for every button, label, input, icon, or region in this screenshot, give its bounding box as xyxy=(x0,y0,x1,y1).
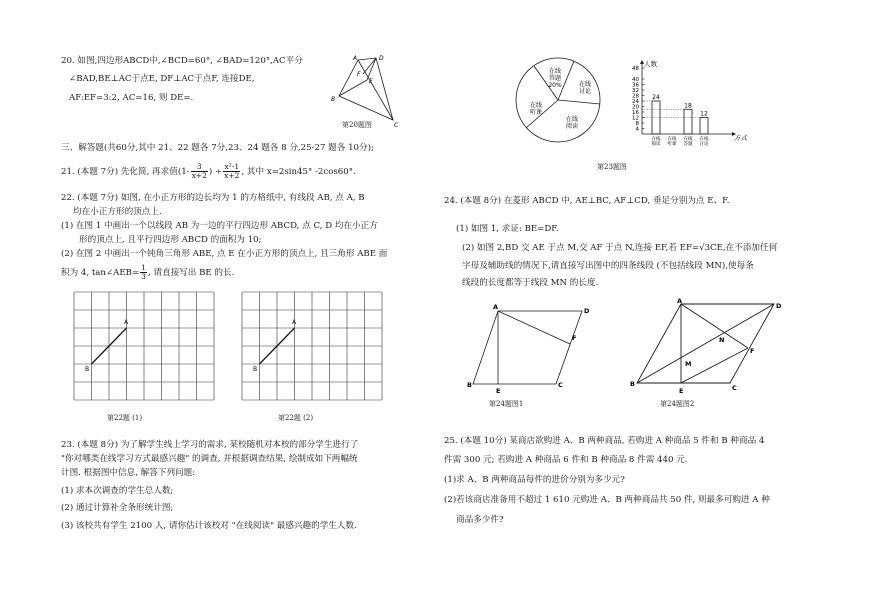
bar-data-label: 12 xyxy=(700,110,708,118)
q22-grid-2 xyxy=(242,292,388,400)
q21-post: , 其中 x=2sin45° -2cos60°. xyxy=(241,167,356,177)
q25-sub2-l2: 商品多少件? xyxy=(456,515,504,525)
q20-line2: ∠BAD,BE⊥AC于点E, DF⊥AC于点F, 连接DE, xyxy=(69,74,255,84)
q22-line1: 22. (本题 7分) 如图, 在小正方形的边长均为 1 的方格纸中, 有线段 AB, 点 A, B xyxy=(61,193,365,203)
q24-sub2-l3: 线段的长度都等于线段 MN 的长度. xyxy=(462,278,599,288)
bar-category-label: 阅读 xyxy=(651,142,661,147)
q23-line1: 23. (本题 8分) 为了解学生线上学习的需求, 某校随机对本校的部分学生进行了 xyxy=(61,440,359,450)
q20-caption: 第20题图 xyxy=(342,121,372,129)
q21-pre: 21. (本题 7分) 先化简, 再求值(1- xyxy=(61,167,190,177)
bar-category-label: 在线 xyxy=(651,137,661,142)
q20-label-c: C xyxy=(394,122,399,129)
bar-data-label: 24 xyxy=(652,94,660,101)
q23-caption: 第23题图 xyxy=(597,163,627,171)
bar-ytick-label: 40 xyxy=(632,77,639,83)
bar-ytick-label: 28 xyxy=(632,93,639,100)
bar-mark xyxy=(684,109,692,134)
bar-ytick-label: 24 xyxy=(632,99,639,105)
q25-line2: 件需 300 元; 若购进 A 种商品 6 件和 B 种商品 8 件需 440 元. xyxy=(444,455,688,465)
q23-line3: 计图. 根据图中信息, 解答下列问题: xyxy=(61,468,196,478)
bar-mark xyxy=(700,118,708,135)
pie-label-discuss-1: 在线 xyxy=(578,81,592,88)
bar-category-label: 在线 xyxy=(699,137,709,142)
bar-category-label: 听课 xyxy=(667,142,677,147)
bar-category-label: 在线 xyxy=(683,137,693,142)
q22-grid1-label-a: A xyxy=(124,319,129,326)
q23-sub2: (2) 通过计算补全条形统计图; xyxy=(61,503,174,513)
q24-figure-1 xyxy=(464,302,594,394)
q22-line4: 形的顶点上, 且平行四边形 ABCD 的面积为 10; xyxy=(79,235,262,245)
q20-line1: 20. 如图,四边形ABCD中,∠BCD=60°, ∠BAD=120°,AC平分 xyxy=(61,56,303,66)
bar-ylabel: 人数 xyxy=(644,60,657,68)
q22-line6 xyxy=(61,263,234,283)
q22-line6-pre: 积为 4, tan∠AEB= xyxy=(61,268,140,278)
fig1-label-c: C xyxy=(558,381,563,389)
fig2-label-m: M xyxy=(685,360,692,368)
fig1-label-a: A xyxy=(493,303,499,311)
q22-grid2-label-a: A xyxy=(292,319,297,326)
fig2-label-c: C xyxy=(732,384,737,392)
fig1-label-d: D xyxy=(584,307,590,315)
q20-line3: AF:EF=3:2, AC=16, 则 DE=. xyxy=(69,93,194,103)
bar-ytick-label: 12 xyxy=(632,115,639,122)
fig2-label-b: B xyxy=(630,380,635,388)
q22-line3: (1) 在图 1 中画出一个以线段 AB 为一边的平行四边形 ABCD, 点 C, D 均在小正方 xyxy=(61,221,378,231)
q24-caption-2: 第24题图2 xyxy=(660,400,695,408)
q21-fraction-1: $\frac{3}{x+2}$ xyxy=(191,162,207,180)
q22-grid-1 xyxy=(74,292,220,400)
q23-pie-chart xyxy=(514,56,604,146)
bar-mark xyxy=(652,101,660,134)
fig1-label-f: F xyxy=(572,334,577,342)
q20-label-b: B xyxy=(331,96,336,103)
q25-sub2-l1: (2)若该商店准备用不超过 1 610 元购进 A、B 两种商品共 50 件, 则最多可购进 A 种 xyxy=(444,495,770,505)
q22-grid2-label-b: B xyxy=(253,366,258,373)
q22-caption-2: 第22题 (2) xyxy=(278,414,314,422)
q22-fraction: $\frac{1}{3}$ xyxy=(141,263,146,281)
q21-text xyxy=(61,161,356,183)
q20-label-d: D xyxy=(379,55,384,62)
q23-line2: "你对哪类在线学习方式最感兴趣" 的调查, 并根据调查结果, 绘制成如下两幅统 xyxy=(61,454,358,464)
q20-label-e: E xyxy=(369,78,373,85)
q23-sub3: (3) 该校共有学生 2100 人, 请你估计该校对 "在线阅读" 最感兴趣的学生人数. xyxy=(61,521,357,531)
bar-ytick-label: 36 xyxy=(632,82,639,89)
fig1-label-e: E xyxy=(496,387,501,395)
q24-sub2-l2: 字母及辅助线的情况下,请直接写出图中的四条线段 (不包括线段 MN),使每条 xyxy=(462,261,754,271)
bar-data-label: 18 xyxy=(684,102,692,110)
pie-label-read-1: 在线 xyxy=(565,116,579,123)
pie-label-listen-1: 在线 xyxy=(529,102,543,109)
pie-label-answer-3: 20% xyxy=(548,82,562,89)
q20-label-f: F xyxy=(357,71,361,78)
fig2-label-d: D xyxy=(776,302,782,310)
bar-category-label: 讨论 xyxy=(699,142,709,147)
q25-sub1: (1)求 A、B 两种商品每件的进价分别为多少元? xyxy=(444,475,625,485)
bar-ytick-label: 4 xyxy=(635,126,639,133)
bar-category-label: 在线 xyxy=(667,137,677,142)
q22-line2: 均在小正方形的顶点上. xyxy=(73,207,162,217)
bar-ytick-label: 16 xyxy=(632,110,639,116)
q20-label-a: A xyxy=(353,55,358,62)
pie-label-answer-1: 在线 xyxy=(548,68,562,75)
bar-ytick-label: 48 xyxy=(632,66,639,72)
q24-figure-2 xyxy=(628,296,786,398)
pie-label-listen-2: 听课 xyxy=(529,109,543,116)
fig2-label-n: N xyxy=(719,336,725,344)
bar-xlabel: 方式 xyxy=(734,134,747,142)
pie-label-answer-2: 答题 xyxy=(548,75,562,82)
q23-sub1: (1) 求本次调查的学生总人数; xyxy=(61,486,174,496)
q25-line1: 25. (本题 10分) 某商店欲购进 A、B 两种商品, 若购进 A 种商品 5 件和 B 种商品 4 xyxy=(444,436,765,446)
bar-ytick-label: 32 xyxy=(632,88,639,94)
q24-line1: 24. (本题 8分) 在菱形 ABCD 中, AE⊥BC, AF⊥CD, 垂足分别为点 E、F. xyxy=(444,196,730,206)
fig2-label-f: F xyxy=(750,347,755,355)
pie-label-discuss-2: 讨论 xyxy=(578,88,592,95)
section-3-header: 三、解答题(共60分,其中 21、22 题各 7分,23、24 题各 8 分,25-27 题各 10分); xyxy=(61,143,374,153)
q24-sub1: (1) 如图 1, 求证: BE=DF. xyxy=(456,224,559,234)
fig2-label-e: E xyxy=(679,387,684,395)
q22-caption-1: 第22题 (1) xyxy=(107,414,143,422)
fig2-label-a: A xyxy=(677,297,683,305)
q23-bar-chart xyxy=(622,56,762,156)
q21-fraction-2: $\frac{\text{x²-1}}{x+2}$ xyxy=(224,162,240,180)
bar-category-label: 答题 xyxy=(683,142,693,147)
q24-sub2-l1: (2) 如图 2,BD 交 AE 于点 M,交 AF 于点 N,连接 EF,若 EF=√3CE,在不添加任何 xyxy=(462,243,778,253)
bar-ytick-label: 20 xyxy=(632,104,639,111)
q22-grid1-label-b: B xyxy=(85,366,90,373)
q24-caption-1: 第24题图1 xyxy=(489,400,524,408)
q21-mid: ) ÷ xyxy=(208,167,223,177)
q22-line5: (2) 在图 2 中画出一个钝角三角形 ABE, 点 E 在小正方形的顶点上, 且三角形 ABE 面 xyxy=(61,249,388,259)
bar-ytick-label: 8 xyxy=(635,121,639,127)
pie-label-read-2: 阅读 xyxy=(565,123,579,130)
q22-line6-post: , 请直接写出 BE 的长. xyxy=(147,268,235,278)
fig1-label-b: B xyxy=(467,381,472,389)
